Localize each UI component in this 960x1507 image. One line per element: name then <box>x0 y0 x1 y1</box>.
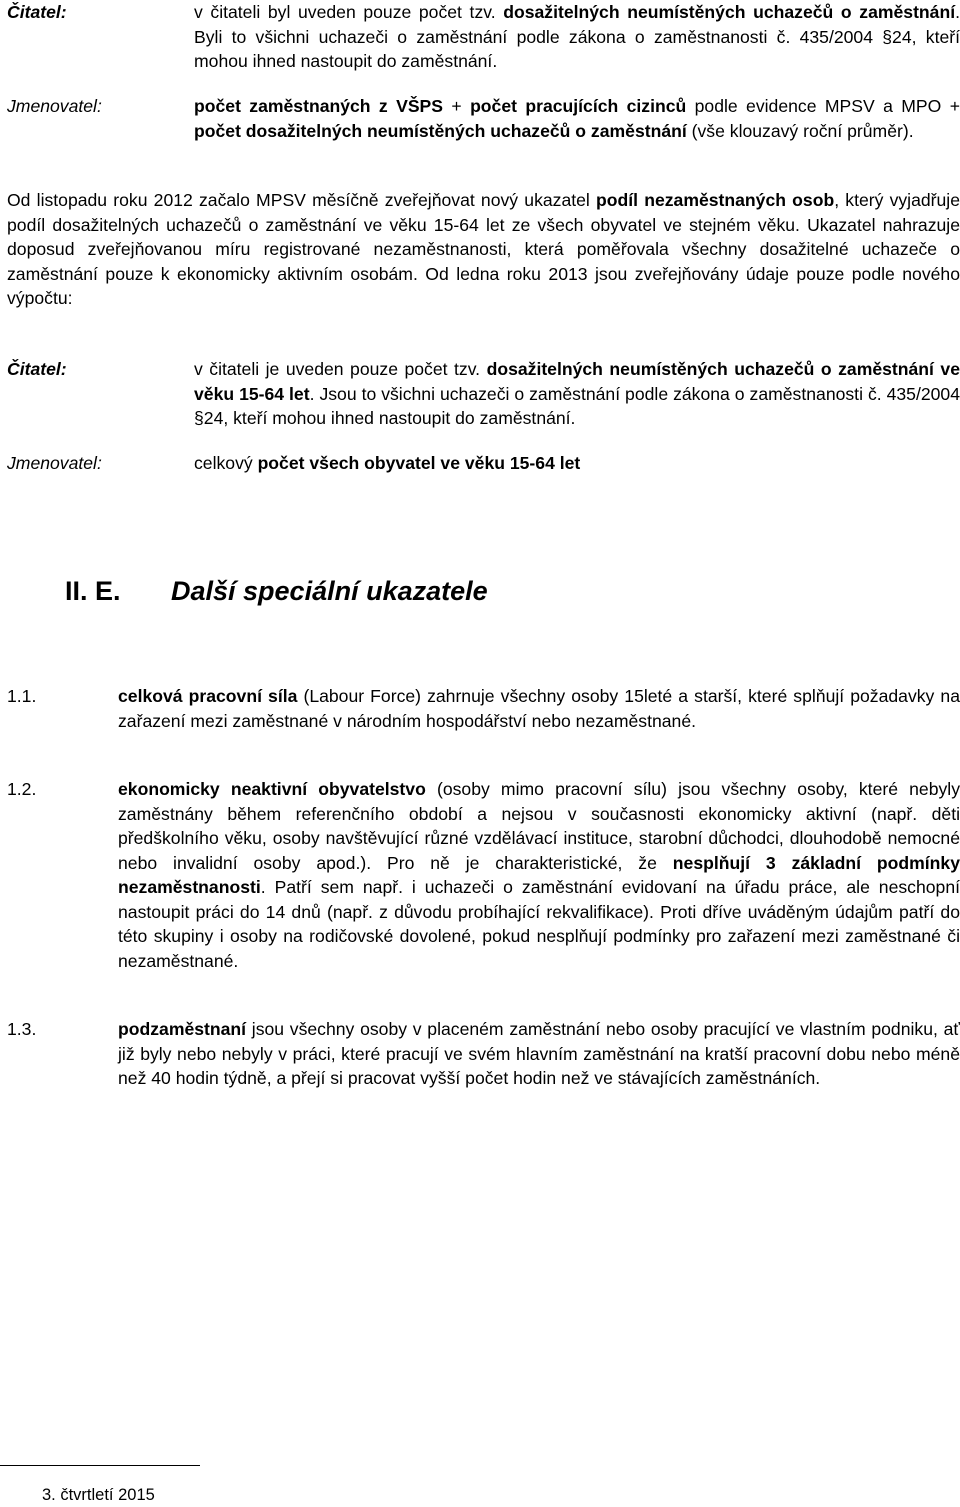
text-run: v čitateli je uveden pouze počet tzv. <box>194 359 487 379</box>
bold-text-run: dosažitelných neumístěných uchazečů o zaměstnání ve věku 15-64 let <box>194 359 960 404</box>
bold-text-run: podzaměstnaní <box>118 1019 247 1039</box>
text-run: v čitateli byl uveden pouze počet tzv. <box>194 2 504 22</box>
bold-text-run: nesplňují 3 základní podmínky nezaměstnanosti <box>118 852 960 897</box>
section-heading <box>65 574 488 608</box>
numerator-text <box>194 0 960 74</box>
numerator-label: Čitatel: <box>7 2 67 22</box>
item-text <box>118 1017 960 1091</box>
bold-text-run: počet zaměstnaných z VŠPS <box>194 96 444 116</box>
bold-text-run: ekonomicky neaktivní obyvatelstvo <box>118 779 426 799</box>
item-number: 1.3. <box>7 1019 37 1039</box>
denominator-label: Jmenovatel: <box>7 453 102 473</box>
item-text <box>118 777 960 973</box>
footer-divider <box>0 1465 200 1466</box>
denominator-text <box>194 94 960 143</box>
text-run: podle evidence MPSV a MPO + <box>686 96 960 116</box>
item-number: 1.1. <box>7 686 37 706</box>
text-run: jsou všechny osoby v placeném zaměstnání nebo osoby pracující ve vlastním podniku, ať již byly nebo nebyly v práci, které pracují ve svém hlavním zaměstnání na kratší pracovní dobu nebo méně než 40 hodin týdně, a přejí si pracovat vyšší počet hodin než ve stávajících zaměstnáních. <box>118 1019 960 1088</box>
bold-text-run: počet pracujících cizinců <box>470 96 687 116</box>
footer-text: 3. čtvrtletí 2015 <box>42 1486 155 1504</box>
numerator-label: Čitatel: <box>7 359 67 379</box>
text-run: (vše klouzavý roční průměr). <box>686 120 914 141</box>
intro-paragraph <box>7 188 960 311</box>
bold-text-run: podíl nezaměstnaných osob <box>596 190 835 210</box>
text-run: (osoby mimo pracovní sílu) jsou všechny osoby, které nebyly zaměstnány během referenčního období a nejsou v současnosti ekonomicky aktivní (např. děti předškolního věku, osoby navštěvující různé vzdělávací instituce, starobní důchodci, dlouhodobě nemocné nebo invalidní osoby apod.). Pro ně je charakteristické, že <box>118 779 960 873</box>
item-number: 1.2. <box>7 779 37 799</box>
item-text <box>118 684 960 733</box>
denominator-label: Jmenovatel: <box>7 96 102 116</box>
denominator-text <box>194 451 960 476</box>
bold-text-run: dosažitelných neumístěných uchazečů o zaměstnání <box>503 2 956 22</box>
bold-text-run: celková pracovní síla <box>118 686 298 706</box>
text-run: , který vyjadřuje podíl dosažitelných uchazečů o zaměstnání ve věku 15-64 let ze všech obyvatel ve stejném věku. Ukazatel nahrazuje doposud zveřejňovanou míru registrované nezaměstnanosti, která poměřovala všechny dosažitelné uchazeče o zaměstnání pouze k ekonomicky aktivním osobám. Od ledna roku 2013 jsou zveřejňovány údaje pouze podle nového výpočtu: <box>7 190 960 308</box>
section-title: Další speciální ukazatele <box>171 576 488 606</box>
text-run: celkový <box>194 453 258 473</box>
bold-text-run: počet dosažitelných neumístěných uchazečů o zaměstnání <box>194 120 687 141</box>
text-run: (Labour Force) zahrnuje všechny osoby 15leté a starší, které splňují požadavky na zařazení mezi zaměstnané v národním hospodářství nebo nezaměstnané. <box>118 686 960 731</box>
bold-text-run: počet všech obyvatel ve věku 15-64 let <box>257 453 581 473</box>
text-run: + <box>443 96 471 116</box>
text-run: . Patří sem např. i uchazeči o zaměstnání evidovaní na úřadu práce, ale neschopní nastoupit práci do 14 dnů (např. z důvodu probíhající rekvalifikace). Proti dříve uváděným údajům patří do této skupiny i osoby na rodičovské dovolené, pokud nesplňují podmínky pro zařazení mezi zaměstnané či nezaměstnané. <box>118 877 960 971</box>
numerator-text <box>194 357 960 431</box>
text-run: Od listopadu roku 2012 začalo MPSV měsíčně zveřejňovat nový ukazatel <box>7 190 596 210</box>
text-run: . Jsou to všichni uchazeči o zaměstnání podle zákona o zaměstnanosti č. 435/2004 §24, kteří mohou ihned nastoupit do zaměstnání. <box>194 383 960 428</box>
text-run: . Byli to všichni uchazeči o zaměstnání podle zákona o zaměstnanosti č. 435/2004 §24, kteří mohou ihned nastoupit do zaměstnání. <box>194 2 960 71</box>
section-number: II. E. <box>65 576 121 606</box>
